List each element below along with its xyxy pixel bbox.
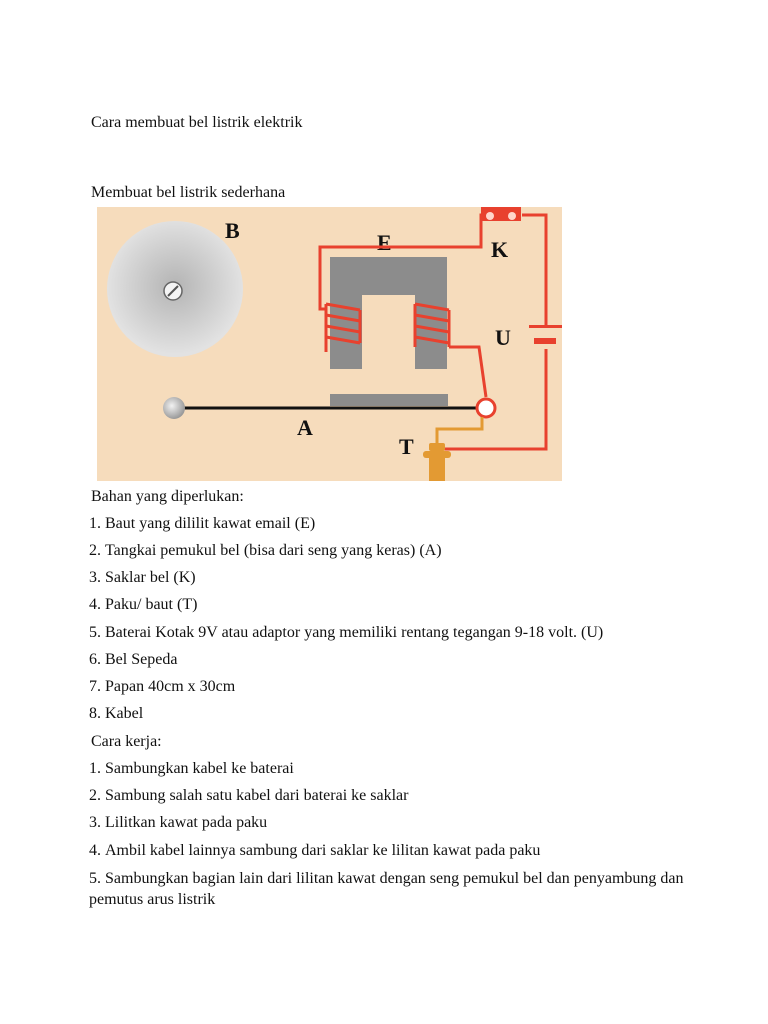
item-text: Sambungkan kabel ke baterai [105, 760, 294, 777]
item-number: 5. [89, 624, 101, 641]
item-number: 8. [89, 705, 101, 722]
item-number: 2. [89, 542, 101, 559]
label-switch: K [491, 237, 509, 262]
item-number: 1. [89, 515, 101, 532]
page-title: Cara membuat bel listrik elektrik [91, 114, 303, 131]
item-number: 3. [89, 814, 101, 831]
list-item [89, 841, 540, 860]
pivot-terminal [477, 399, 495, 417]
label-arm: A [297, 415, 313, 440]
list-item [89, 541, 442, 560]
item-number: 4. [89, 842, 101, 859]
list-item [89, 813, 267, 832]
list-item [89, 595, 197, 614]
list-item [89, 650, 177, 669]
item-number: 1. [89, 760, 101, 777]
switch-icon [481, 207, 521, 221]
item-text: Kabel [105, 705, 144, 722]
label-contact-screw: T [399, 434, 414, 459]
item-number: 6. [89, 651, 101, 668]
label-bell: B [225, 218, 240, 243]
item-text: Lilitkan kawat pada paku [105, 814, 268, 831]
item-text: Ambil kabel lainnya sambung dari saklar ke lilitan kawat pada paku [105, 842, 541, 859]
list-item [89, 759, 294, 778]
list-item [89, 868, 689, 910]
armature-plate [330, 394, 448, 406]
item-number: 3. [89, 569, 101, 586]
section-subtitle: Membuat bel listrik sederhana [91, 184, 286, 201]
item-number: 7. [89, 678, 101, 695]
item-text: Sambung salah satu kabel dari baterai ke saklar [105, 787, 409, 804]
label-electromagnet: E [377, 230, 392, 255]
item-number: 2. [89, 787, 101, 804]
list-item [89, 568, 196, 587]
item-text: Tangkai pemukul bel (bisa dari seng yang keras) (A) [105, 542, 442, 559]
striker-ball [163, 397, 185, 419]
item-number: 5. [89, 870, 101, 887]
list-item [89, 514, 315, 533]
item-text: Saklar bel (K) [105, 569, 196, 586]
electric-bell-diagram [97, 207, 562, 481]
list-item [89, 786, 408, 805]
item-text: Bel Sepeda [105, 651, 178, 668]
item-text: Sambungkan bagian lain dari lilitan kawat dengan seng pemukul bel dan penyambung dan pemutus arus listrik [89, 870, 684, 908]
list-item [89, 677, 235, 696]
materials-heading: Bahan yang diperlukan: [91, 488, 244, 505]
item-text: Baterai Kotak 9V atau adaptor yang memiliki rentang tegangan 9-18 volt. (U) [105, 624, 604, 641]
item-text: Papan 40cm x 30cm [105, 678, 236, 695]
list-item [89, 704, 143, 723]
steps-heading: Cara kerja: [91, 733, 162, 750]
list-item [89, 623, 603, 642]
label-battery: U [495, 325, 511, 350]
item-text: Baut yang dililit kawat email (E) [105, 515, 316, 532]
item-text: Paku/ baut (T) [105, 596, 198, 613]
item-number: 4. [89, 596, 101, 613]
